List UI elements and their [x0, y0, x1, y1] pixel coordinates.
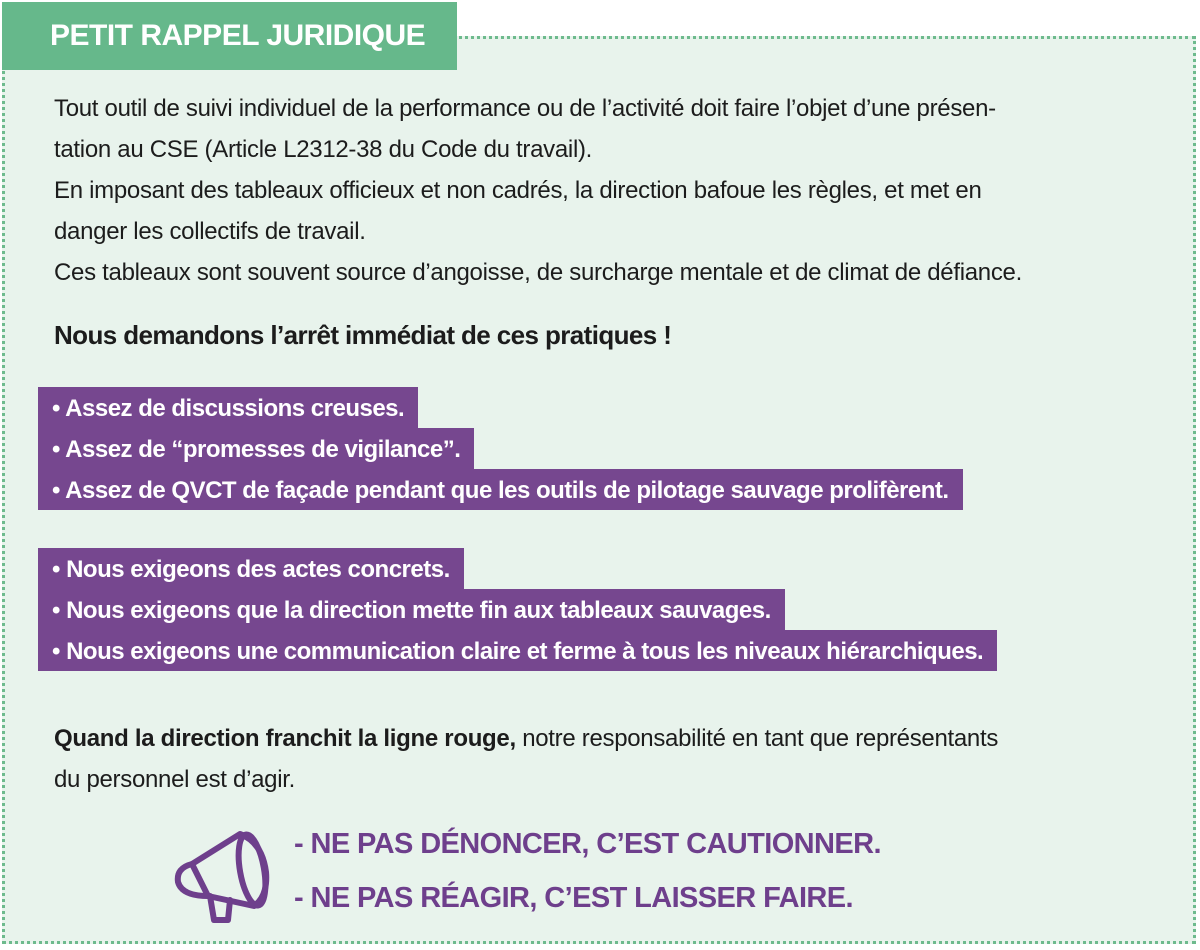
- intro-line: Ces tableaux sont souvent source d’angoisse, de surcharge mentale et de climat de défiance.: [54, 259, 1022, 286]
- conclusion-bold: Quand la direction franchit la ligne rouge,: [54, 725, 516, 752]
- conclusion-rest: notre responsabilité en tant que représentants: [515, 725, 999, 752]
- slogan: - NE PAS DÉNONCER, C’EST CAUTIONNER.: [294, 828, 881, 860]
- require-item: • Nous exigeons une communication claire et ferme à tous les niveaux hiérarchiques.: [38, 630, 997, 671]
- intro-line: Tout outil de suivi individuel de la performance ou de l’activité doit faire l’objet d’une présen-: [54, 95, 996, 122]
- section-title: PETIT RAPPEL JURIDIQUE: [2, 2, 457, 70]
- megaphone-icon: [170, 822, 280, 926]
- demand-heading: Nous demandons l’arrêt immédiat de ces pratiques !: [54, 320, 672, 350]
- require-list: [38, 548, 997, 671]
- intro-paragraph: [54, 88, 1164, 293]
- conclusion-line: du personnel est d’agir.: [54, 766, 295, 793]
- enough-item: • Assez de “promesses de vigilance”.: [38, 428, 474, 469]
- intro-line: danger les collectifs de travail.: [54, 218, 366, 245]
- conclusion-paragraph: [54, 718, 1164, 800]
- require-item: • Nous exigeons des actes concrets.: [38, 548, 464, 589]
- slogan: - NE PAS RÉAGIR, C’EST LAISSER FAIRE.: [294, 882, 853, 914]
- require-item: • Nous exigeons que la direction mette fin aux tableaux sauvages.: [38, 589, 785, 630]
- intro-line: En imposant des tableaux officieux et non cadrés, la direction bafoue les règles, et met en: [54, 177, 982, 204]
- enough-item: • Assez de QVCT de façade pendant que les outils de pilotage sauvage prolifèrent.: [38, 469, 963, 510]
- enough-list: [38, 387, 963, 510]
- intro-line: tation au CSE (Article L2312-38 du Code du travail).: [54, 136, 593, 163]
- slogan-list: [294, 817, 881, 925]
- enough-item: • Assez de discussions creuses.: [38, 387, 418, 428]
- conclusion-line: [54, 718, 1164, 759]
